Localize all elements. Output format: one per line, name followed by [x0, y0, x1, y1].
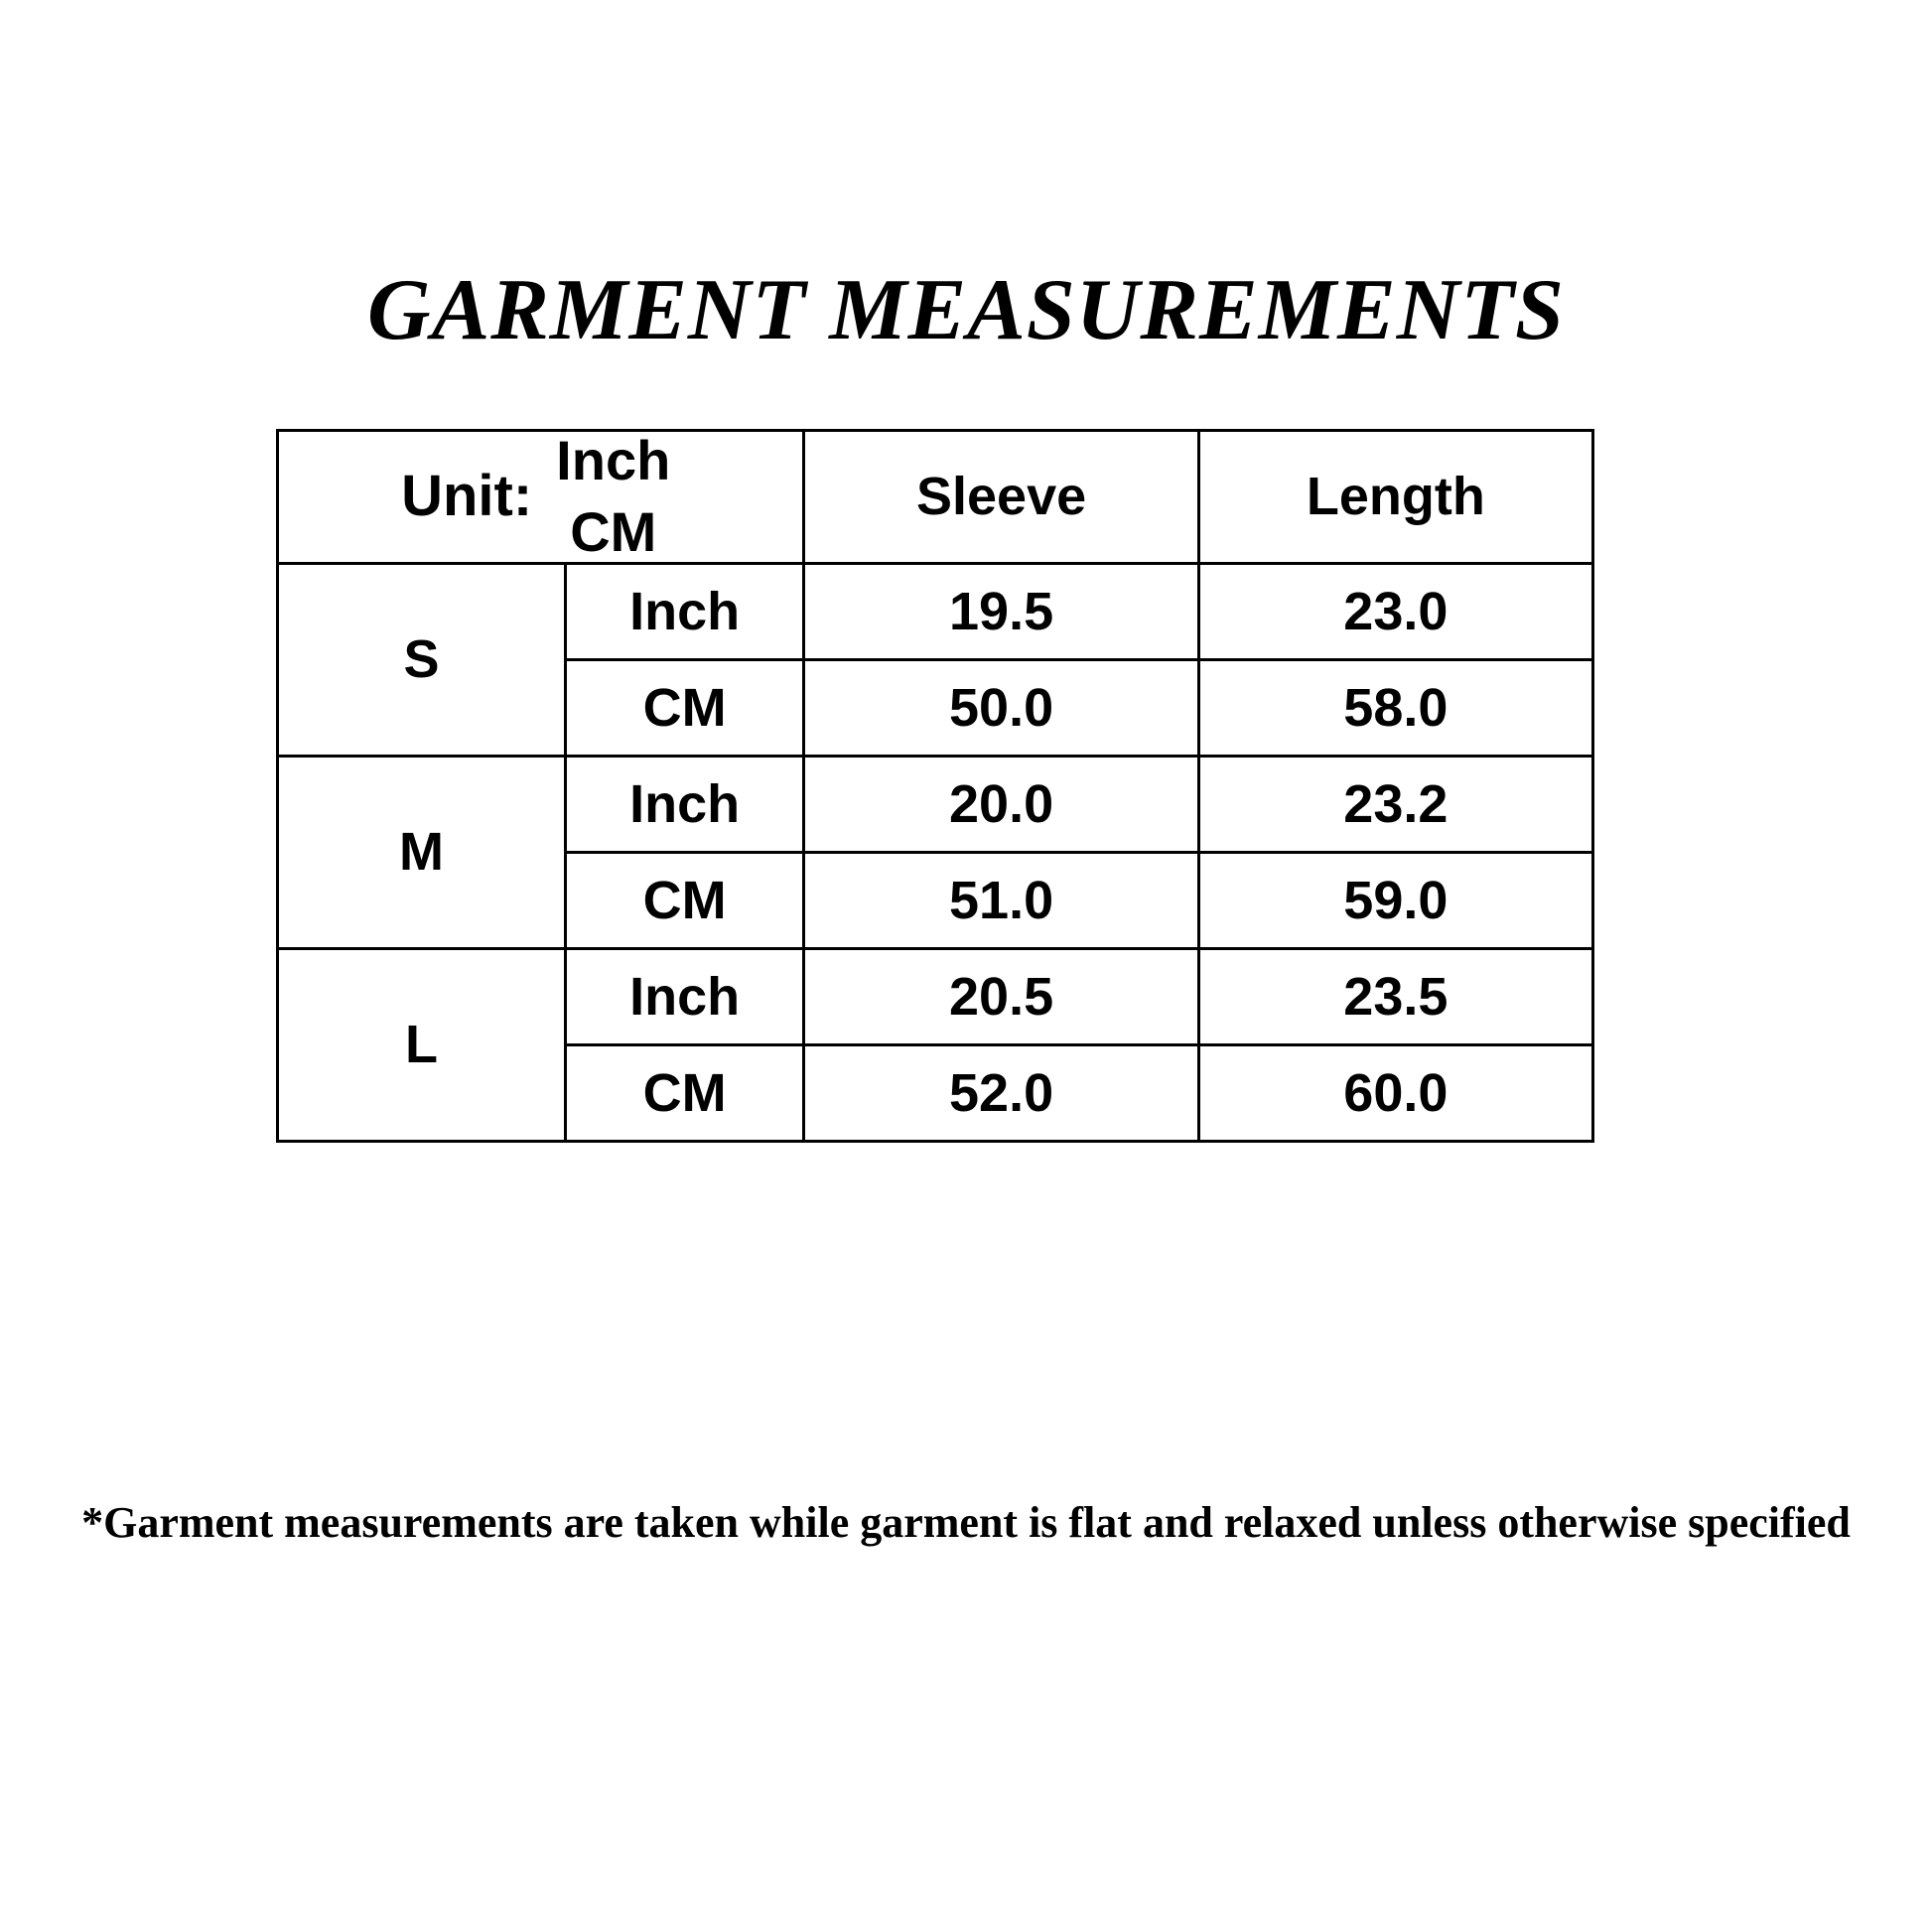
unit-header-cell	[278, 431, 804, 564]
table-row	[278, 756, 1593, 852]
value-length: 23.2	[1198, 756, 1592, 852]
unit-cell-cm: CM	[565, 1044, 804, 1141]
value-sleeve: 20.0	[804, 756, 1198, 852]
table-row	[278, 948, 1593, 1044]
value-length: 59.0	[1198, 852, 1592, 948]
value-length: 23.5	[1198, 948, 1592, 1044]
column-header-length: Length	[1198, 431, 1592, 564]
value-sleeve: 20.5	[804, 948, 1198, 1044]
value-length: 58.0	[1198, 659, 1592, 756]
unit-fraction	[546, 429, 680, 563]
unit-fraction-numerator: Inch	[556, 429, 671, 491]
size-label-s: S	[278, 563, 566, 756]
unit-cell-cm: CM	[565, 659, 804, 756]
value-sleeve: 19.5	[804, 563, 1198, 659]
value-sleeve: 50.0	[804, 659, 1198, 756]
unit-cell-inch: Inch	[565, 948, 804, 1044]
unit-cell-cm: CM	[565, 852, 804, 948]
measurements-table-container	[276, 429, 1594, 1143]
measurements-table	[276, 429, 1594, 1143]
unit-fraction-denominator: CM	[570, 499, 657, 563]
unit-cell-inch: Inch	[565, 756, 804, 852]
footnote: *Garment measurements are taken while garment is flat and relaxed unless otherwise specified	[81, 1498, 1851, 1547]
value-sleeve: 51.0	[804, 852, 1198, 948]
value-length: 60.0	[1198, 1044, 1592, 1141]
unit-label: Unit:	[401, 464, 533, 529]
value-sleeve: 52.0	[804, 1044, 1198, 1141]
size-label-l: L	[278, 948, 566, 1141]
unit-cell-inch: Inch	[565, 563, 804, 659]
table-row	[278, 563, 1593, 659]
column-header-sleeve: Sleeve	[804, 431, 1198, 564]
page-title: GARMENT MEASUREMENTS	[367, 262, 1565, 358]
table-header-row	[278, 431, 1593, 564]
size-label-m: M	[278, 756, 566, 948]
value-length: 23.0	[1198, 563, 1592, 659]
